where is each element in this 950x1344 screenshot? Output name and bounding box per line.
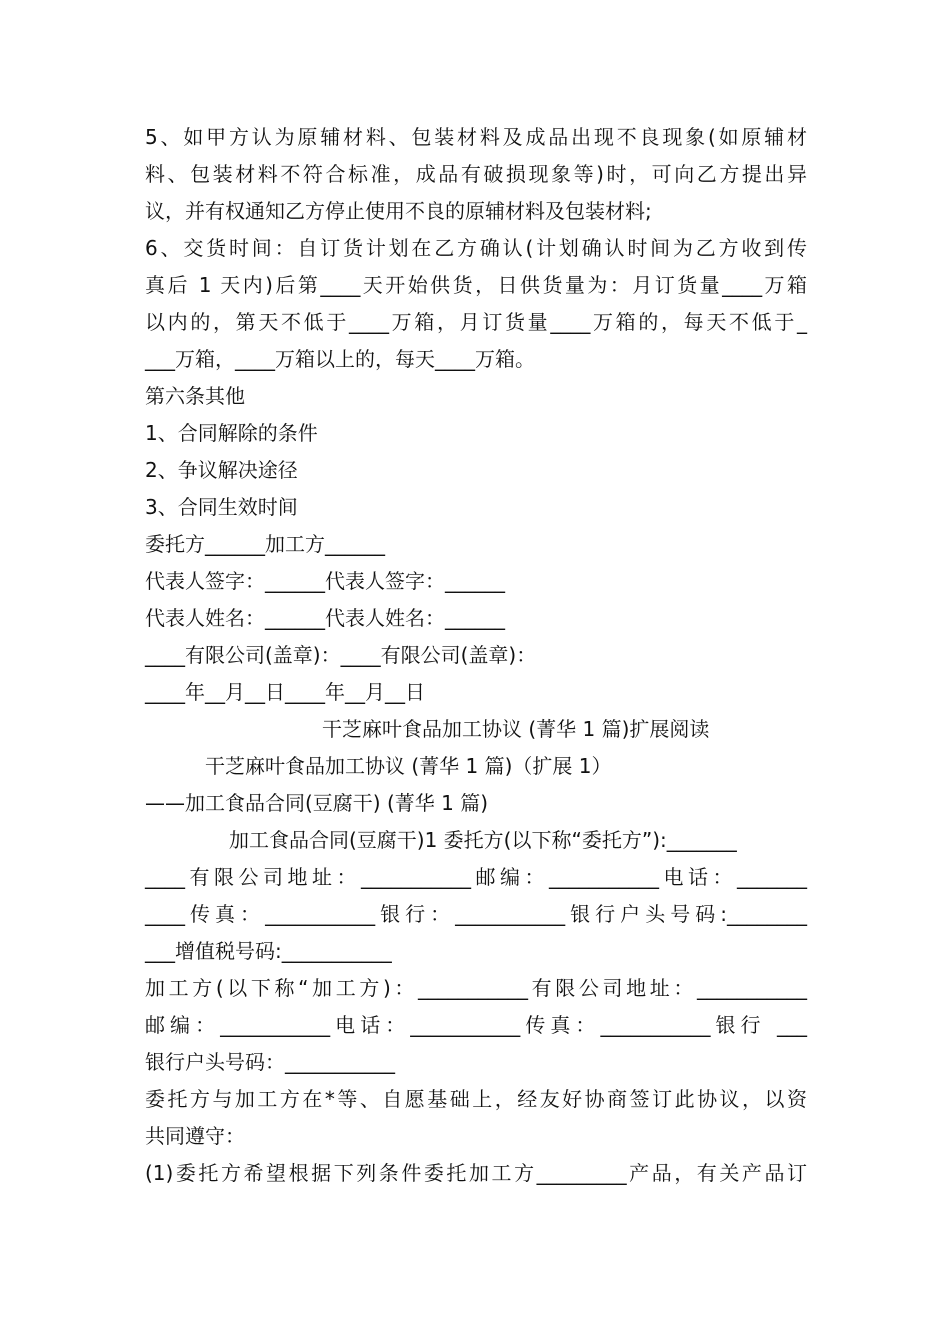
paragraph-line: 料、包装材料不符合标准，成品有破损现象等)时，可向乙方提出异 bbox=[145, 162, 807, 186]
document-body bbox=[145, 119, 807, 1192]
paragraph-line: 共同遵守： bbox=[145, 1124, 245, 1148]
paragraph-line: 6、交货时间：自订货计划在乙方确认(计划确认时间为乙方收到传 bbox=[145, 236, 807, 260]
list-item: 1、合同解除的条件 bbox=[145, 421, 318, 445]
paragraph-line: 委托方与加工方在*等、自愿基础上，经友好协商签订此协议，以资 bbox=[145, 1087, 807, 1111]
paragraph-line: ____传真：___________银行：___________银行户头号码:________ bbox=[145, 902, 807, 926]
extended-reading-subtitle: 干芝麻叶食品加工协议 (菁华 1 篇)（扩展 1） bbox=[205, 754, 612, 778]
paragraph-line: 议，并有权通知乙方停止使用不良的原辅材料及包装材料; bbox=[145, 199, 652, 223]
paragraph-line: 邮编：___________电话：___________传真：___________银行 ___ bbox=[145, 1013, 807, 1037]
paragraph-line: 以内的，第天不低于____万箱，月订货量____万箱的，每天不低于_ bbox=[145, 310, 807, 334]
list-item: 2、争议解决途径 bbox=[145, 458, 298, 482]
date-line: ____年__月__日____年__月__日 bbox=[145, 680, 425, 704]
paragraph-line: ____有限公司地址：___________邮编：___________电话：_______ bbox=[145, 865, 807, 889]
paragraph-line: (1)委托方希望根据下列条件委托加工方_________产品，有关产品订 bbox=[145, 1161, 807, 1185]
signature-line: 代表人姓名：______代表人姓名：______ bbox=[145, 606, 505, 630]
list-item: 3、合同生效时间 bbox=[145, 495, 298, 519]
paragraph-line: 加工食品合同(豆腐干)1 委托方(以下称“委托方”):_______ bbox=[229, 828, 737, 852]
contract-title: ——加工食品合同(豆腐干) (菁华 1 篇) bbox=[145, 791, 489, 815]
signature-line: ____有限公司(盖章)：____有限公司(盖章)： bbox=[145, 643, 537, 667]
paragraph-line: 5、如甲方认为原辅材料、包装材料及成品出现不良现象(如原辅材 bbox=[145, 125, 807, 149]
section-heading: 第六条其他 bbox=[145, 384, 245, 408]
signature-line: 代表人签字：______代表人签字：______ bbox=[145, 569, 505, 593]
paragraph-line: 真后 1 天内)后第____天开始供货，日供货量为：月订货量____万箱 bbox=[145, 273, 807, 297]
extended-reading-title: 干芝麻叶食品加工协议 (菁华 1 篇)扩展阅读 bbox=[322, 717, 710, 741]
paragraph-line: ___增值税号码:___________ bbox=[145, 939, 392, 963]
paragraph-line: 银行户头号码：___________ bbox=[145, 1050, 395, 1074]
paragraph-line: 加工方(以下称“加工方)：___________有限公司地址：___________ bbox=[145, 976, 807, 1000]
signature-line: 委托方______加工方______ bbox=[145, 532, 385, 556]
paragraph-line: ___万箱，____万箱以上的，每天____万箱。 bbox=[145, 347, 535, 371]
